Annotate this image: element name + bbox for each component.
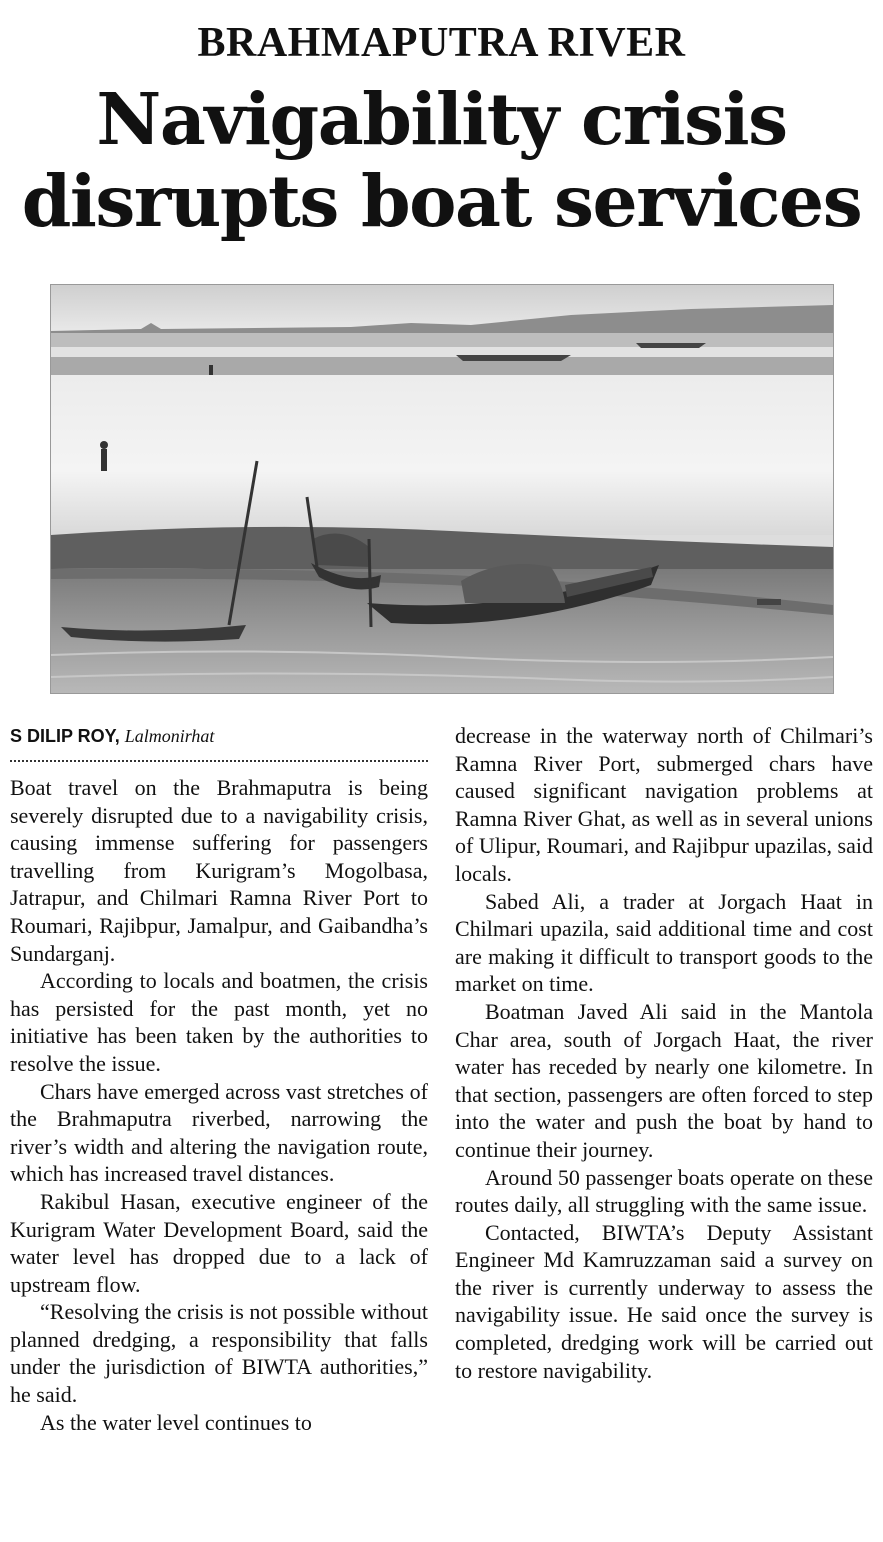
section-kicker: BRAHMAPUTRA RIVER [197, 20, 686, 66]
article-column-1 [10, 774, 428, 1436]
river-boats-illustration [51, 285, 833, 693]
byline [10, 724, 428, 748]
byline-author: S DILIP ROY, [10, 726, 120, 746]
paragraph: Sabed Ali, a trader at Jorgach Haat in Chilmari upazila, said additional time and cost are making it difficult to transport goods to the market on time. [455, 888, 873, 997]
paragraph: According to locals and boatmen, the crisis has persisted for the past month, yet no initiative has been taken by the authorities to resolve the issue. [10, 968, 428, 1076]
headline-line-1: Navigability crisis [96, 77, 787, 161]
paragraph: As the water level continues to [40, 1409, 312, 1435]
paragraph-continued: decrease in the waterway north of Chilmari’s Ramna River Port, submerged chars have caused significant navigation problems at Ramna River Ghat, as well as in several unions of Ulipur, Roumari, and Rajibpur upazilas, said locals. [455, 723, 873, 886]
paragraph: Contacted, BIWTA’s Deputy Assistant Engineer Md Kamruzzaman said a survey on the river is currently underway to assess the navigability issue. He said once the survey is completed, dredging work will be carried out to restore navigability. [455, 1219, 873, 1383]
river-photo [50, 284, 834, 694]
paragraph: Boatman Javed Ali said in the Mantola Char area, south of Jorgach Haat, the river water has receded by nearly one kilometre. In that section, passengers are often forced to step into the water and push the boat by hand to continue their journey. [455, 998, 873, 1162]
paragraph: Rakibul Hasan, executive engineer of the Kurigram Water Development Board, said the water level has dropped due to a lack of upstream flow. [10, 1188, 428, 1297]
paragraph: Boat travel on the Brahmaputra is being severely disrupted due to a navigability crisis, causing immense suffering for passengers travelling from Kurigram’s Mogolbasa, Jatrapur, and Chilmari Ramna River Port to Roumari, Rajibpur, Jamalpur, and Gaibandha’s Sundarganj. [10, 775, 428, 966]
headline-line-2: disrupts boat services [21, 159, 862, 243]
paragraph: “Resolving the crisis is not possible without planned dredging, a responsibility that falls under the jurisdiction of BIWTA authorities,” he said. [10, 1299, 428, 1408]
byline-location: Lalmonirhat [124, 726, 215, 746]
paragraph: Around 50 passenger boats operate on these routes daily, all struggling with the same issue. [455, 1164, 873, 1218]
paragraph: Chars have emerged across vast stretches of the Brahmaputra riverbed, narrowing the river’s width and altering the navigation route, which has increased travel distances. [10, 1078, 428, 1187]
headline [0, 78, 883, 242]
article-column-2 [455, 722, 873, 1384]
byline-divider [10, 760, 428, 762]
